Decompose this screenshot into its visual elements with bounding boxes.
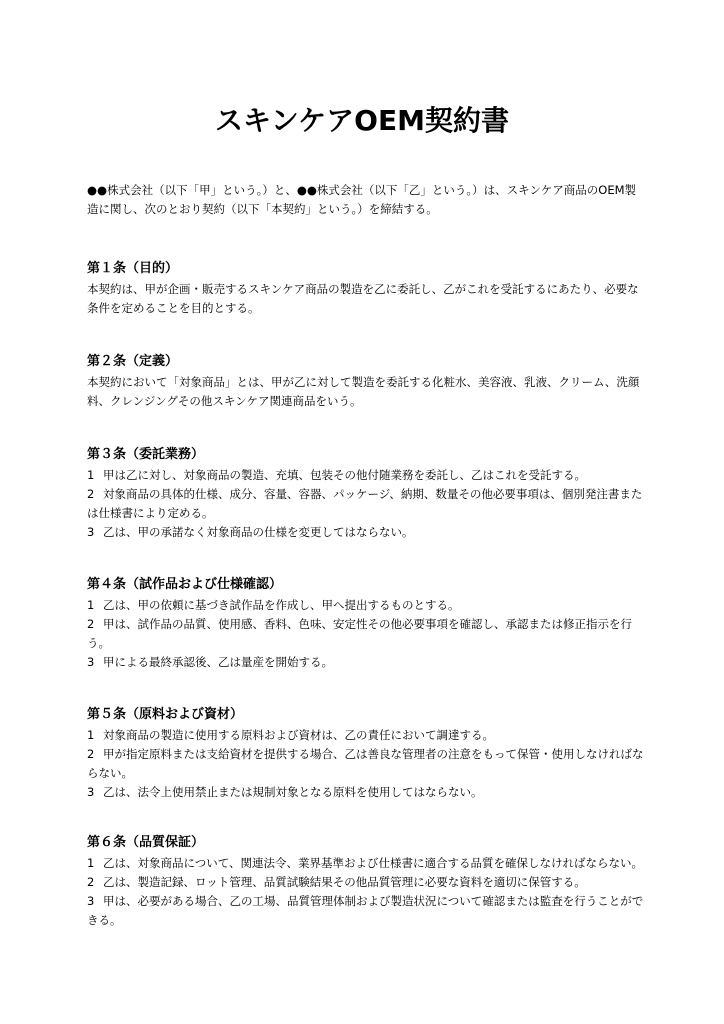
article-5	[87, 705, 647, 802]
clause-item	[87, 726, 647, 745]
article-body: 本契約において「対象商品」とは、甲が乙に対して製造を委託する化粧水、美容液、乳液、クリーム、洗顔料、クレンジングその他スキンケア関連商品をいう。	[87, 375, 640, 408]
clause-text: 甲は、必要がある場合、乙の工場、品質管理体制および製造状況について確認または監査を行うことができる。	[87, 894, 644, 927]
clause-item	[87, 783, 647, 802]
clause-number: 2	[87, 875, 95, 889]
clause-item	[87, 892, 647, 930]
article-4	[87, 575, 647, 672]
article-3	[87, 445, 647, 542]
clause-text: 甲が指定原料または支給資材を提供する場合、乙は善良な管理者の注意をもって保管・使用しなければならない。	[87, 747, 644, 780]
clause-number: 1	[87, 468, 95, 482]
clause-text: 乙は、製造記録、ロット管理、品質試験結果その他品質管理に必要な資料を適切に保管する。	[103, 875, 586, 889]
clause-text: 乙は、甲の承諾なく対象商品の仕様を変更してはならない。	[103, 525, 414, 539]
clause-number: 3	[87, 785, 95, 799]
clause-text: 対象商品の具体的仕様、成分、容量、容器、パッケージ、納期、数量その他必要事項は、個別発注書または仕様書により定める。	[87, 487, 643, 520]
clause-text: 乙は、法令上使用禁止または規制対象となる原料を使用してはならない。	[103, 785, 483, 799]
clause-number: 2	[87, 487, 95, 501]
clause-item	[87, 466, 647, 485]
clause-text: 対象商品の製造に使用する原料および資材は、乙の責任において調達する。	[103, 728, 494, 742]
clause-number: 3	[87, 894, 95, 908]
article-6	[87, 833, 647, 930]
clause-number: 1	[87, 728, 95, 742]
clause-item	[87, 615, 647, 653]
clause-number: 1	[87, 598, 95, 612]
clause-text: 甲による最終承認後、乙は量産を開始する。	[103, 655, 333, 669]
clause-item	[87, 854, 647, 873]
article-heading: 第３条（委託業務）	[87, 447, 205, 462]
clause-item	[87, 745, 647, 783]
clause-text: 乙は、甲の依頼に基づき試作品を作成し、甲へ提出するものとする。	[103, 598, 460, 612]
clause-number: 3	[87, 525, 95, 539]
clause-number: 2	[87, 747, 95, 761]
clause-item	[87, 653, 647, 672]
article-2	[87, 352, 647, 411]
article-heading: 第４条（試作品および仕様確認）	[87, 577, 283, 592]
clause-item	[87, 596, 647, 615]
clause-item	[87, 485, 647, 523]
intro-paragraph: ●●株式会社（以下「甲」という。）と、●●株式会社（以下「乙」という。）は、スキンケア商品のOEM製造に関し、次のとおり契約（以下「本契約」という。）を締結する。	[87, 183, 637, 216]
article-heading: 第５条（原料および資材）	[87, 707, 244, 722]
article-heading: 第６条（品質保証）	[87, 835, 205, 850]
article-heading: 第１条（目的）	[87, 261, 179, 276]
clause-text: 乙は、対象商品について、関連法令、業界基準および仕様書に適合する品質を確保しなければならない。	[103, 856, 644, 870]
clause-text: 甲は乙に対し、対象商品の製造、充填、包装その他付随業務を委託し、乙はこれを受託する。	[103, 468, 586, 482]
clause-text: 甲は、試作品の品質、使用感、香料、色味、安定性その他必要事項を確認し、承認または修正指示を行う。	[87, 617, 632, 650]
clause-item	[87, 873, 647, 892]
clause-number: 2	[87, 617, 95, 631]
document-title: スキンケアOEM契約書	[215, 104, 509, 137]
clause-item	[87, 523, 647, 542]
article-heading: 第２条（定義）	[87, 354, 179, 369]
article-body: 本契約は、甲が企画・販売するスキンケア商品の製造を乙に委託し、乙がこれを受託するにあたり、必要な条件を定めることを目的とする。	[87, 282, 639, 315]
clause-number: 1	[87, 856, 95, 870]
article-1	[87, 259, 647, 318]
clause-number: 3	[87, 655, 95, 669]
